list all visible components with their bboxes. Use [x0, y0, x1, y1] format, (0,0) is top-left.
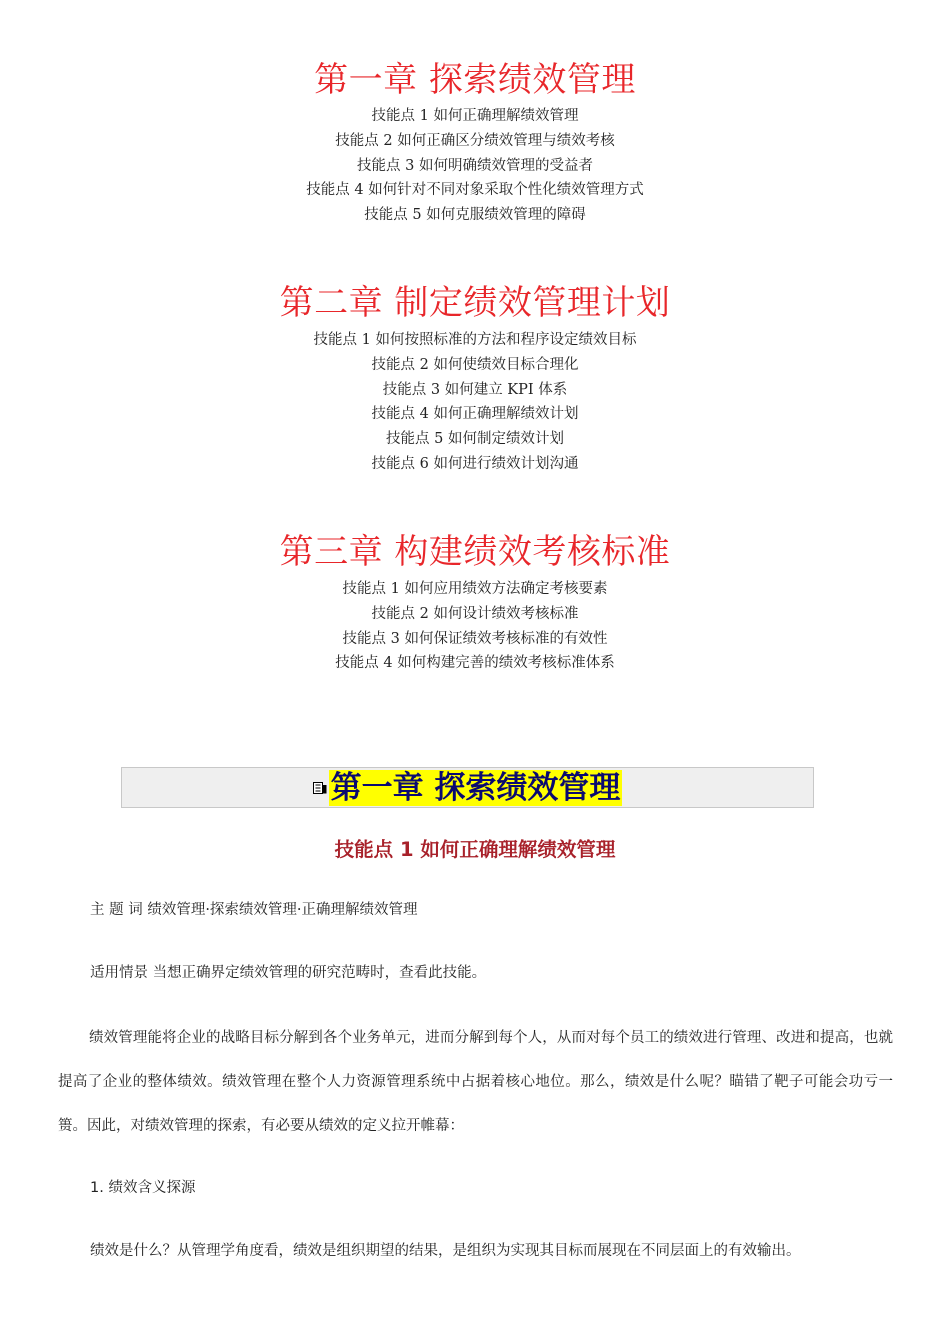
- toc-chapter-1-title: 第一章 探索绩效管理: [314, 60, 636, 100]
- definition-paragraph: 绩效是什么？从管理学角度看，绩效是组织期望的结果，是组织为实现其目标而展现在不同层面上的有效输出。: [90, 1243, 801, 1259]
- intro-paragraph: 绩效管理能将企业的战略目标分解到各个业务单元，进而分解到每个人，从而对每个员工的绩效进行管理、改进和提高，也就提高了企业的整体绩效。绩效管理在整个人力资源管理系统中占据着核心地位。那么，绩效是什么呢？瞄错了靶子可能会功亏一篑。因此，对绩效管理的探索，有必要从绩效的定义拉开帷幕：: [58, 1030, 893, 1134]
- toc-skill-item[interactable]: 技能点 4 如何针对不同对象采取个性化绩效管理方式: [306, 182, 644, 199]
- toc-skill-item[interactable]: 技能点 5 如何制定绩效计划: [386, 431, 564, 448]
- scenario-line: [90, 962, 486, 984]
- toc-skill-item[interactable]: 技能点 3 如何明确绩效管理的受益者: [357, 157, 593, 174]
- toc-chapter-1-skill-list: [0, 104, 950, 228]
- section-heading: [90, 1177, 195, 1199]
- toc-skill-item[interactable]: 技能点 1 如何正确理解绩效管理: [371, 108, 579, 124]
- document-icon: [313, 782, 327, 794]
- chapter-heading: 第一章 探索绩效管理: [330, 770, 621, 806]
- scenario-label: 适用情景: [90, 965, 148, 981]
- scenario-value: 当想正确界定绩效管理的研究范畴时，查看此技能。: [152, 965, 487, 981]
- toc-chapter-3-skill-list: [0, 577, 950, 676]
- section-number: 1.: [90, 1180, 104, 1196]
- keywords-line: [90, 899, 418, 921]
- toc-skill-item[interactable]: 技能点 1 如何按照标准的方法和程序设定绩效目标: [313, 332, 637, 348]
- toc-skill-item[interactable]: 技能点 2 如何正确区分绩效管理与绩效考核: [335, 132, 615, 149]
- toc-skill-item[interactable]: 技能点 4 如何正确理解绩效计划: [371, 406, 579, 423]
- toc-chapter-2-skill-list: [0, 328, 950, 477]
- skill-heading: 技能点 1 如何正确理解绩效管理: [334, 838, 616, 861]
- toc-skill-item[interactable]: 技能点 2 如何使绩效目标合理化: [371, 356, 579, 373]
- keywords-label: 主 题 词: [90, 902, 143, 918]
- toc-skill-item[interactable]: 技能点 3 如何保证绩效考核标准的有效性: [342, 630, 608, 647]
- toc-skill-item[interactable]: 技能点 5 如何克服绩效管理的障碍: [364, 207, 586, 224]
- toc-skill-item[interactable]: 技能点 4 如何构建完善的绩效考核标准体系: [335, 655, 615, 672]
- keywords-value: 绩效管理·探索绩效管理·正确理解绩效管理: [147, 902, 418, 918]
- toc-skill-item[interactable]: 技能点 2 如何设计绩效考核标准: [371, 605, 579, 622]
- toc-chapter-2-title: 第二章 制定绩效管理计划: [279, 283, 671, 323]
- chapter-banner: [121, 767, 814, 808]
- toc-skill-item[interactable]: 技能点 1 如何应用绩效方法确定考核要素: [342, 581, 608, 597]
- chapter-banner-inner: [313, 770, 623, 806]
- toc-skill-item[interactable]: 技能点 6 如何进行绩效计划沟通: [371, 455, 579, 472]
- section-title: 绩效含义探源: [108, 1180, 196, 1196]
- toc-skill-item[interactable]: 技能点 3 如何建立 KPI 体系: [382, 381, 568, 398]
- toc-chapter-3-title: 第三章 构建绩效考核标准: [279, 532, 671, 572]
